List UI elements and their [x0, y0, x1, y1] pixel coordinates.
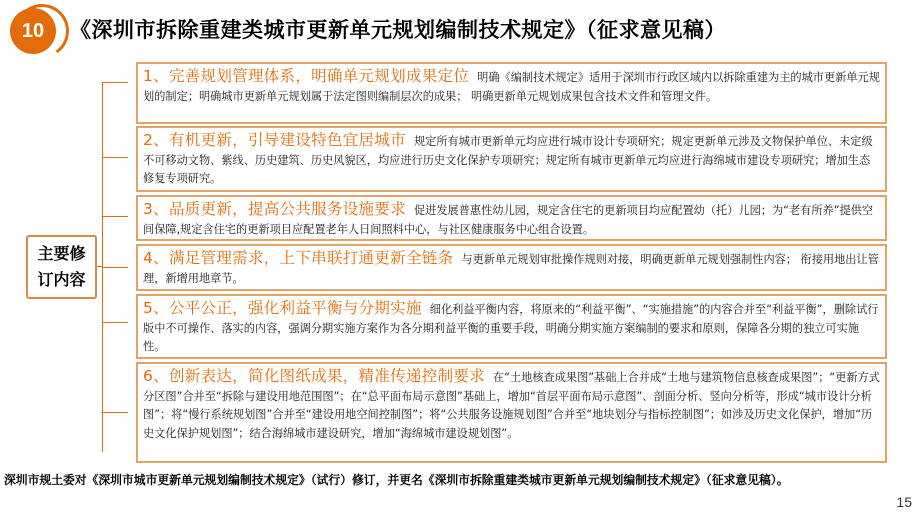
revision-item-1 — [136, 62, 887, 124]
revision-heading: 4、满足管理需求，上下串联打通更新全链条 — [143, 249, 454, 267]
bracket-tick — [102, 216, 128, 217]
revision-heading: 2、有机更新，引导建设特色宜居城市 — [143, 131, 406, 149]
revision-body: 与更新单元规划审批操作规则对接，明确更新单元规划强制性内容； 衔接用地出让管理，新增用地章节。 — [143, 253, 879, 285]
section-number-badge — [10, 8, 62, 54]
revision-body: 明确《编制技术规定》适用于深圳市行政区域内以拆除重建为主的城市更新单元规划的制定；明确城市更新单元规划属于法定图则编制层次的成果； 明确更新单元规划成果包含技术文件和管理文件。 — [143, 71, 880, 103]
revision-body: 在“土地核查成果图”基础上合并成“土地与建筑物信息核查成果图”；“更新方式分区图”合并至“拆除与建设用地范围图”；在“总平面布局示意图”基础上，增加“首层平面布局示意图”、剖面分析、竖向分析等，形成“城市设计分析图”；将“慢行系统规划图”合并至“建设用地空间控制图”；将“公共服务设施规划图”合并至“地块划分与指标控制图”；如涉及历史文化保护，增加“历史文化保护规划图”；结合海绵城市建设研究，增加“海绵城市建设规划图”。 — [143, 371, 880, 440]
bracket-tick — [102, 157, 128, 158]
footer-note: 深圳市规土委对《深圳市城市更新单元规划编制技术规定》（试行）修订，并更名《深圳市拆除重建类城市更新单元规划编制技术规定》（征求意见稿）。 — [4, 473, 789, 487]
bracket-tick — [102, 412, 128, 413]
page-number: 15 — [896, 494, 912, 510]
revision-item-3 — [136, 195, 887, 241]
bracket-tick — [102, 267, 128, 268]
bracket-tick — [102, 82, 128, 83]
revision-body: 细化利益平衡内容，将原来的“利益平衡”、“实施措施”的内容合并至“利益平衡”，删除试行版中不可操作、落实的内容，强调分期实施方案作为各分期利益平衡的重要手段，明确分期实施方案编制的要求和原则，保障各分期的独立可实施性。 — [143, 303, 879, 353]
revision-heading: 3、品质更新，提高公共服务设施要求 — [143, 200, 406, 218]
revision-item-5 — [136, 294, 887, 359]
side-label: 主要修订内容 — [26, 235, 97, 299]
revision-body: 促进发展普惠性幼儿园，规定含住宅的更新项目均应配置幼（托）儿园；为“老有所养”提供空间保障,规定含住宅的更新项目应配置老年人日间照料中心，与社区健康服务中心组合设置。 — [143, 204, 874, 236]
revision-item-4 — [136, 244, 887, 291]
section-number: 10 — [10, 8, 56, 54]
revision-item-2 — [136, 126, 887, 192]
revision-heading: 1、完善规划管理体系，明确单元规划成果定位 — [143, 67, 470, 85]
revision-body: 规定所有城市更新单元均应进行城市设计专项研究；规定更新单元涉及文物保护单位、未定级不可移动文物、紫线、历史建筑、历史风貌区，均应进行历史文化保护专项研究；规定所有城市更新单元均应进行海绵城市建设专项研究；增加生态修复专项研究。 — [143, 135, 873, 185]
page-title: 《深圳市拆除重建类城市更新单元规划编制技术规定》（征求意见稿） — [70, 18, 726, 42]
bracket-tick — [102, 322, 128, 323]
revision-heading: 5、公平公正，强化利益平衡与分期实施 — [143, 299, 422, 317]
revision-item-6 — [136, 362, 887, 463]
revision-heading: 6、创新表达，简化图纸成果，精准传递控制要求 — [143, 367, 485, 385]
